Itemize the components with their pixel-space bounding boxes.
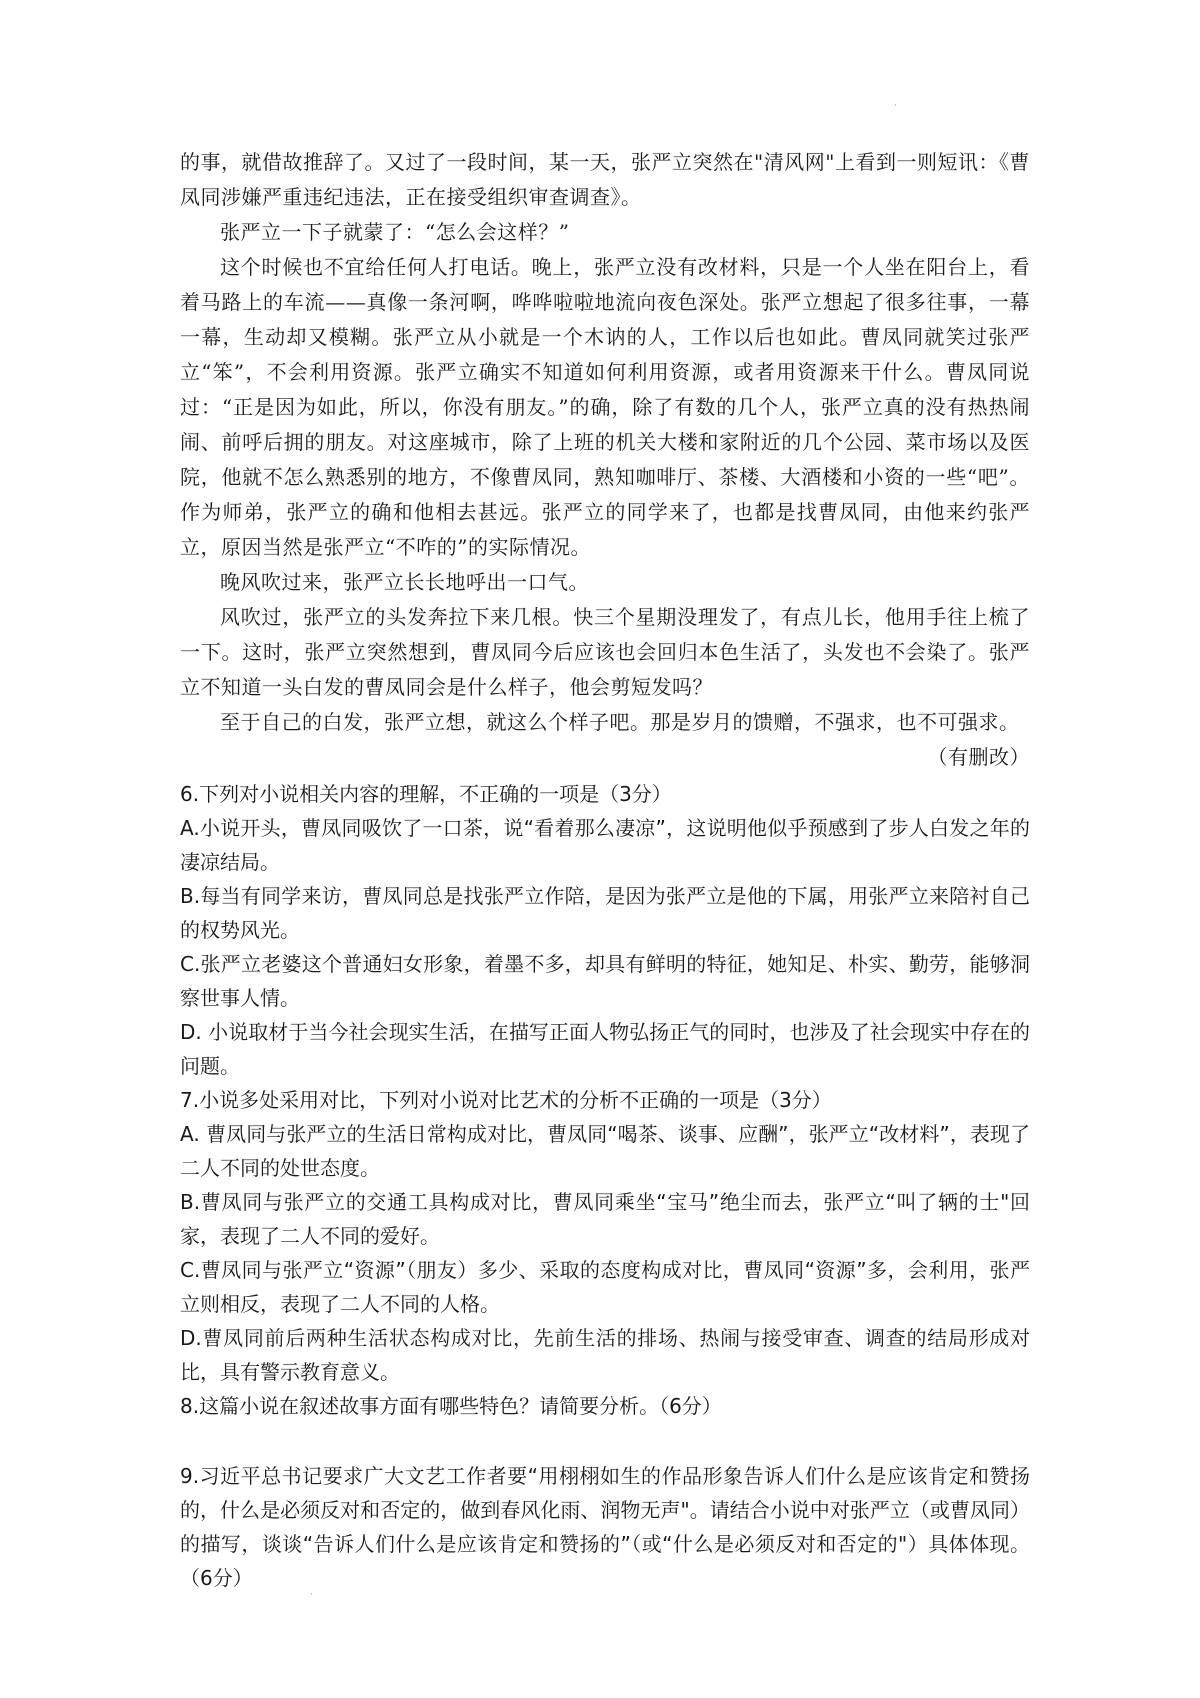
story-excerpt <box>180 145 1030 775</box>
questions-section <box>180 777 1030 1595</box>
question-7-stem: 7.小说多处采用对比，下列对小说对比艺术的分析不正确的一项是（3分） <box>180 1088 832 1112</box>
question-7-option-d: D.曹凤同前后两种生活状态构成对比，先前生活的排场、热闹与接受审查、调查的结局形成对比，具有警示教育意义。 <box>180 1326 1030 1384</box>
story-paragraph-3: 这个时候也不宜给任何人打电话。晚上，张严立没有改材料，只是一个人坐在阳台上，看着马路上的车流——真像一条河啊，哗哗啦啦地流向夜色深处。张严立想起了很多往事，一幕一幕，生动却又模糊。张严立从小就是一个木讷的人，工作以后也如此。曹凤同就笑过张严立“笨”，不会利用资源。张严立确实不知道如何利用资源，或者用资源来干什么。曹凤同说过：“正是因为如此，所以，你没有朋友。”的确，除了有数的几个人，张严立真的没有热热闹闹、前呼后拥的朋友。对这座城市，除了上班的机关大楼和家附近的几个公园、菜市场以及医院，他就不怎么熟悉别的地方，不像曹凤同，熟知咖啡厅、茶楼、大酒楼和小资的一些“吧”。作为师弟，张严立的确和他相去甚远。张严立的同学来了，也都是找曹凤同，由他来约张严立，原因当然是张严立“不咋的”的实际情况。 <box>180 255 1030 559</box>
story-paragraph-1: 的事，就借故推辞了。又过了一段时间，某一天，张严立突然在"清风网"上看到一则短讯：《曹凤同涉嫌严重违纪违法，正在接受组织审查调查》。 <box>180 150 1030 209</box>
document-content <box>180 145 1030 1595</box>
question-9: 9.习近平总书记要求广大文艺工作者要“用栩栩如生的作品形象告诉人们什么是应该肯定和赞扬的，什么是必须反对和否定的，做到春风化雨、润物无声"。请结合小说中对张严立（或曹凤同）的描写，谈谈“告诉人们什么是应该肯定和赞扬的”（或“什么是必须反对和否定的"）具体体现。（6分） <box>180 1464 1030 1590</box>
question-6-option-a: A.小说开头，曹凤同吸饮了一口茶，说“看着那么凄凉”，这说明他似乎预感到了步人白发之年的凄凉结局。 <box>180 816 1030 874</box>
answer-space <box>180 1423 1030 1459</box>
source-note: （有删改） <box>927 745 1030 769</box>
scan-mark-top: · <box>894 101 897 111</box>
story-paragraph-5: 风吹过，张严立的头发奔拉下来几根。快三个星期没理发了，有点儿长，他用手往上梳了一下。这时，张严立突然想到，曹凤同今后应该也会回归本色生活了，头发也不会染了。张严立不知道一头白发的曹凤同会是什么样子，他会剪短发吗？ <box>180 605 1030 699</box>
question-7-option-b: B.曹凤同与张严立的交通工具构成对比，曹凤同乘坐“宝马”绝尘而去，张严立“叫了辆的士"回家，表现了二人不同的爱好。 <box>180 1190 1030 1248</box>
question-7-option-a: A. 曹凤同与张严立的生活日常构成对比，曹凤同“喝茶、谈事、应酬”，张严立“改材料”，表现了二人不同的处世态度。 <box>180 1122 1030 1180</box>
story-paragraph-4: 晚风吹过来，张严立长长地呼出一口气。 <box>220 570 589 594</box>
story-paragraph-6: 至于自己的白发，张严立想，就这么个样子吧。那是岁月的馈赠，不强求，也不可强求。 <box>220 710 1020 734</box>
scan-mark-bottom: · <box>310 1590 313 1600</box>
story-paragraph-2: 张严立一下子就蒙了：“怎么会这样？” <box>220 220 570 244</box>
question-8: 8.这篇小说在叙述故事方面有哪些特色？请简要分析。（6分） <box>180 1394 722 1418</box>
question-6-option-b: B.每当有同学来访，曹凤同总是找张严立作陪，是因为张严立是他的下属，用张严立来陪衬自己的权势风光。 <box>180 884 1030 942</box>
question-6-stem: 6.下列对小说相关内容的理解，不正确的一项是（3分） <box>180 782 672 806</box>
question-7-option-c: C.曹凤同与张严立“资源”（朋友）多少、采取的态度构成对比，曹凤同“资源”多，会利用，张严立则相反，表现了二人不同的人格。 <box>180 1258 1030 1316</box>
question-6-option-c: C.张严立老婆这个普通妇女形象，着墨不多，却具有鲜明的特征，她知足、朴实、勤劳，能够洞察世事人情。 <box>180 952 1030 1010</box>
question-6-option-d: D. 小说取材于当今社会现实生活，在描写正面人物弘扬正气的同时，也涉及了社会现实中存在的问题。 <box>180 1020 1030 1078</box>
